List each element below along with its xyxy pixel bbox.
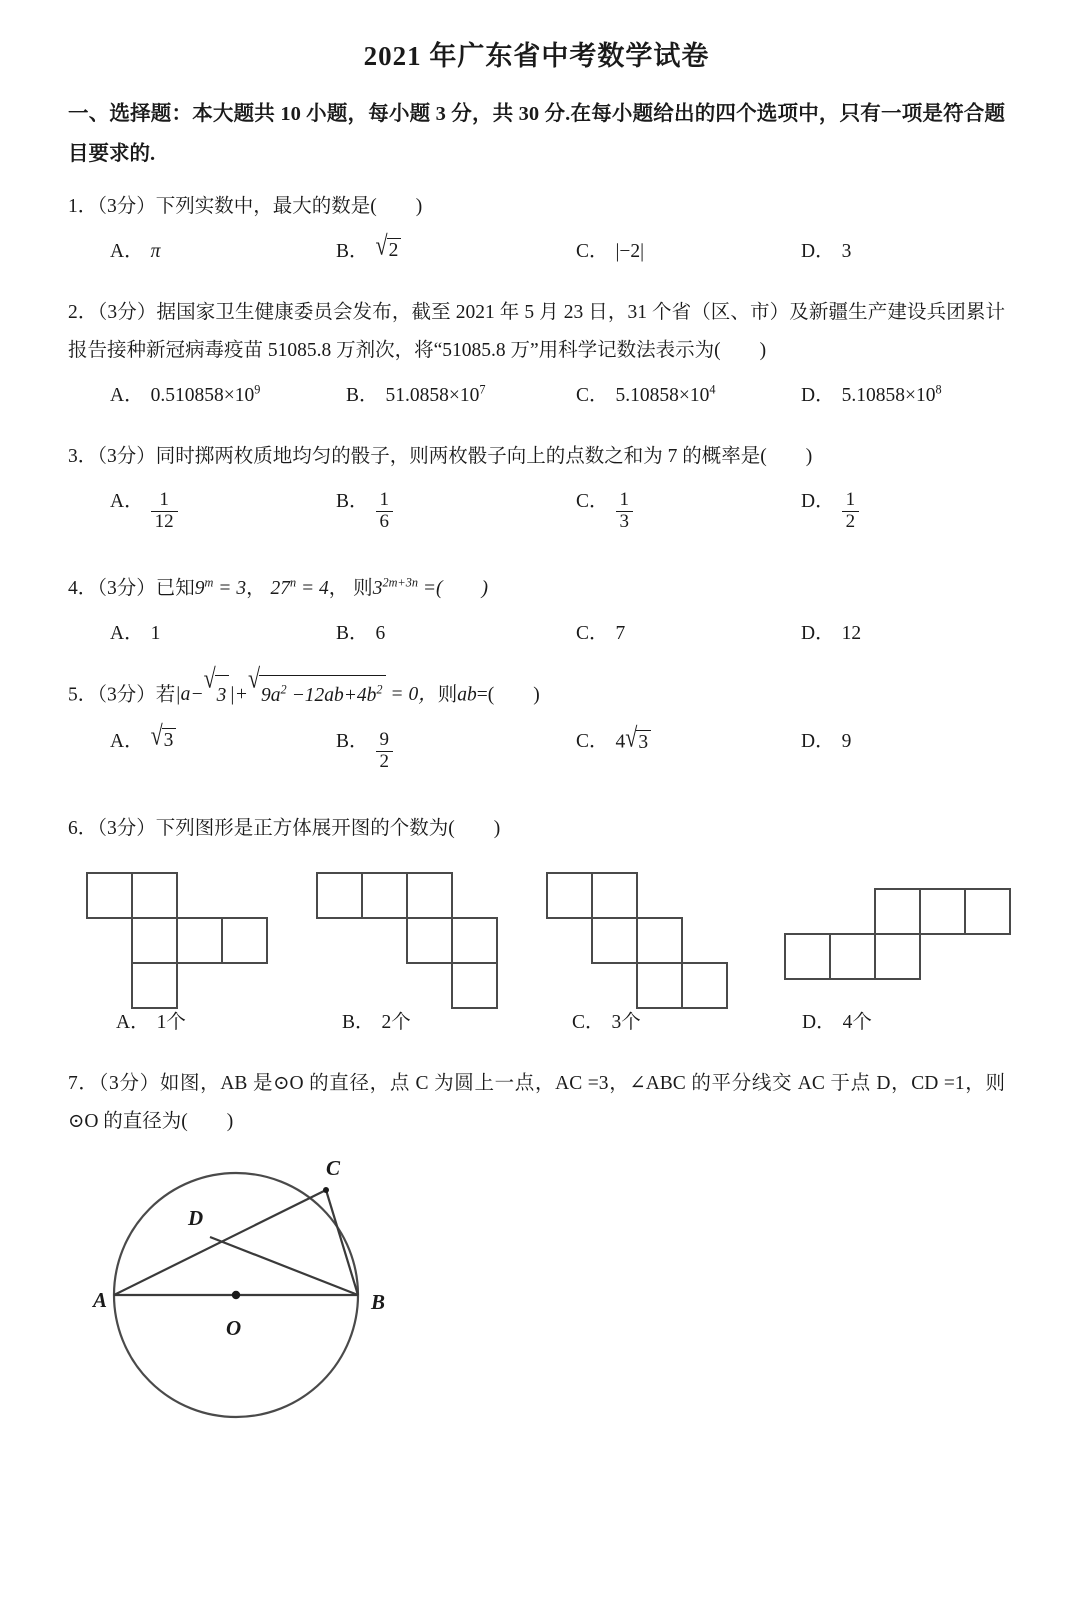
option-c[interactable]: [576, 379, 716, 407]
option-b[interactable]: [336, 485, 393, 534]
option-c-value: $\frac{1}{3}$: [616, 490, 634, 532]
option-d[interactable]: [801, 485, 859, 534]
cube-net-1: [86, 872, 271, 1012]
option-a[interactable]: [110, 485, 178, 534]
question-6-points: （3分）: [97, 818, 156, 840]
option-b-label: B．: [336, 623, 369, 645]
option-c-label: C．: [576, 491, 609, 512]
option-a-label: A．: [116, 1012, 150, 1034]
option-a[interactable]: [116, 1006, 186, 1034]
label-C: C: [326, 1156, 341, 1181]
question-5-number: 5: [68, 684, 78, 706]
question-1-text: 下列实数中，最大的数是( ): [155, 195, 423, 217]
option-b-value: $\frac{1}{6}$: [376, 490, 394, 532]
question-4: [0, 570, 1073, 663]
option-d-value: 4个: [842, 1012, 872, 1034]
option-c[interactable]: [576, 235, 644, 263]
option-c-label: C．: [576, 240, 609, 262]
option-d[interactable]: [801, 725, 851, 753]
option-d-value: 12: [841, 623, 862, 645]
label-A: A: [93, 1288, 108, 1313]
option-a[interactable]: [110, 719, 176, 753]
question-6-number: 6: [68, 818, 78, 840]
question-6: [0, 810, 1073, 1052]
option-c[interactable]: [576, 485, 633, 534]
question-1: [0, 188, 1073, 281]
question-7: [0, 1065, 1073, 1442]
question-6-options: [68, 1006, 1005, 1052]
option-d-label: D．: [801, 384, 835, 406]
option-d-label: D．: [802, 1012, 836, 1034]
sqrt-icon-2: √ $9a^2 -12ab+4b^2$: [248, 675, 386, 715]
page-title: 2021 年广东省中考数学试卷: [363, 41, 710, 71]
option-a-label: A．: [110, 240, 144, 262]
option-d-value: $\frac{1}{2}$: [842, 490, 860, 532]
option-b-label: B．: [336, 240, 369, 262]
option-d-label: D．: [801, 623, 835, 645]
radicand: $9a^2 -12ab+4b^2$: [259, 675, 386, 715]
circle-diagram: [88, 1147, 408, 1437]
option-c-label: C．: [572, 1012, 605, 1034]
option-d[interactable]: [801, 617, 861, 645]
option-c[interactable]: [576, 721, 651, 755]
question-3-number: 3: [68, 445, 78, 467]
option-b-value: $\frac{9}{2}$: [376, 730, 394, 772]
question-7-points: （3分）: [98, 1073, 160, 1095]
question-2-number: 2: [68, 301, 78, 323]
option-c-value: |−2|: [615, 240, 645, 262]
option-b-label: B．: [336, 731, 369, 753]
option-c-label: C．: [576, 384, 609, 406]
option-b[interactable]: [336, 617, 385, 645]
question-2-points: （3分）: [97, 301, 157, 323]
option-b-value: $51.0858\times 10^7$: [385, 382, 486, 406]
label-O: O: [226, 1316, 242, 1341]
option-c-value: 3个: [611, 1012, 641, 1034]
cube-net-4: [784, 888, 1014, 988]
cube-net-2: [316, 872, 501, 1012]
option-b[interactable]: [336, 725, 393, 774]
option-a-value: $\frac{1}{12}$: [151, 490, 178, 532]
question-4-prefix: 已知: [155, 578, 195, 599]
option-b-label: B．: [336, 491, 369, 512]
option-b-label: B．: [342, 1012, 375, 1034]
label-B: B: [371, 1290, 386, 1315]
sqrt-icon: √ 2: [376, 238, 402, 262]
option-a[interactable]: [110, 379, 260, 407]
option-a-value: π: [150, 240, 161, 262]
option-d[interactable]: [801, 235, 851, 263]
question-1-number: 1: [68, 195, 78, 217]
question-2: [0, 294, 1073, 425]
option-d-label: D．: [801, 491, 835, 512]
cube-nets-row: [68, 862, 1005, 1004]
option-a[interactable]: [110, 235, 160, 263]
option-b[interactable]: [346, 379, 486, 407]
question-2-text: 据国家卫生健康委员会发布，截至 2021 年 5 月 23 日，31 个省（区、市）及新疆生产建设兵团累计报告接种新冠病毒疫苗 51085.8 万剂次，将“51085.8 万”用科学记数法表示为( ): [68, 301, 1005, 361]
label-D: D: [188, 1206, 204, 1231]
question-3: [0, 438, 1073, 557]
option-c-value: $5.10858\times 10^4$: [615, 382, 716, 406]
question-4-expression: 9$^m$ = 3: [194, 575, 247, 599]
question-6-stem: 6．（3分）下列图形是正方体展开图的个数为( ): [68, 818, 501, 840]
question-5-expression: |a− √ 3 |+ √ $9a^2 -12ab+4b^2$ = 0，: [175, 684, 437, 705]
option-a[interactable]: [110, 617, 160, 645]
option-d-value: $5.10858\times 10^8$: [841, 382, 942, 406]
exam-page: [0, 34, 1073, 1610]
question-5-stem: 5．（3分）若|a− √ 3 |+ √ $9a^2 -12ab+4b^2$ = 0，则ab=( ): [68, 676, 1005, 716]
option-a-value: 1个: [156, 1012, 186, 1034]
option-c-value: 4 √ 3: [616, 731, 652, 755]
option-b-label: B．: [346, 384, 379, 406]
option-d-label: D．: [801, 731, 835, 753]
question-5-points: （3分）: [97, 684, 156, 706]
question-2-stem: 2．（3分）据国家卫生健康委员会发布，截至 2021 年 5 月 23 日，31 个省（区、市）及新疆生产建设兵团累计报告接种新冠病毒疫苗 51085.8 万剂次，将“51085.8 万”用科学记数法表示为( ): [68, 301, 1005, 361]
question-3-points: （3分）: [97, 445, 156, 467]
question-7-stem: 7．（3分）如图，AB 是⊙O 的直径，点 C 为圆上一点，AC =3，∠ABC 的平分线交 AC 于点 D，CD =1，则⊙O 的直径为( ): [68, 1073, 1005, 1133]
option-d-value: 9: [841, 731, 852, 753]
question-3-text: 同时掷两枚质地均匀的骰子，则两枚骰子向上的点数之和为 7 的概率是( ): [155, 445, 813, 467]
option-a-value: 1: [150, 623, 161, 645]
option-d[interactable]: [802, 1006, 872, 1034]
option-a-label: A．: [110, 731, 144, 753]
question-1-points: （3分）: [97, 195, 156, 217]
option-b-value: 2个: [381, 1012, 411, 1034]
option-c-label: C．: [576, 623, 609, 645]
option-c[interactable]: [572, 1006, 641, 1034]
option-d-label: D．: [801, 240, 835, 262]
option-b-value: 6: [375, 623, 386, 645]
question-5: [0, 662, 1073, 797]
question-7-text: 如图，AB 是⊙O 的直径，点 C 为圆上一点，AC =3，∠ABC 的平分线交 AC 于点 D，CD =1，则⊙O 的直径为( ): [68, 1073, 1005, 1133]
option-b[interactable]: [342, 1006, 411, 1034]
question-4-number: 4: [68, 578, 78, 599]
question-7-figure: [68, 1147, 1005, 1442]
question-4-points: （3分）: [97, 578, 156, 599]
question-1-stem: 1．（3分）下列实数中，最大的数是( ): [68, 195, 423, 217]
question-3-options: [68, 485, 1005, 557]
question-5-prefix: 若: [155, 684, 176, 706]
question-1-options: [68, 229, 1005, 281]
sqrt-icon: √ 3: [204, 675, 230, 715]
question-3-stem: 3．（3分）同时掷两枚质地均匀的骰子，则两枚骰子向上的点数之和为 7 的概率是( ): [68, 445, 813, 467]
option-b[interactable]: [336, 229, 401, 263]
question-7-number: 7: [68, 1073, 78, 1095]
cube-net-3: [546, 872, 731, 1012]
section-heading: 一、选择题：本大题共 10 小题，每小题 3 分，共 30 分.在每小题给出的四个选项中，只有一项是符合题目要求的.: [68, 103, 1005, 165]
option-a-value: $0.510858\times 10^9$: [150, 382, 261, 406]
question-4-options: [68, 617, 1005, 663]
question-2-options: [68, 379, 1005, 425]
option-c-label: C．: [576, 731, 609, 753]
option-d-value: 3: [841, 240, 852, 262]
option-c[interactable]: [576, 617, 625, 645]
option-a-label: A．: [110, 491, 144, 512]
question-6-text: 下列图形是正方体展开图的个数为( ): [155, 818, 501, 840]
option-a-label: A．: [110, 623, 144, 645]
question-5-options: [68, 719, 1005, 797]
option-c-value: 7: [615, 623, 626, 645]
question-4-stem: 4．（3分）已知9$^m$ = 3， 27$^n$ = 4， 则$3^{2m+3n}$ =( ): [68, 575, 489, 599]
option-a-label: A．: [110, 384, 144, 406]
option-d[interactable]: [801, 379, 942, 407]
option-a-value: √ 3: [151, 728, 177, 752]
